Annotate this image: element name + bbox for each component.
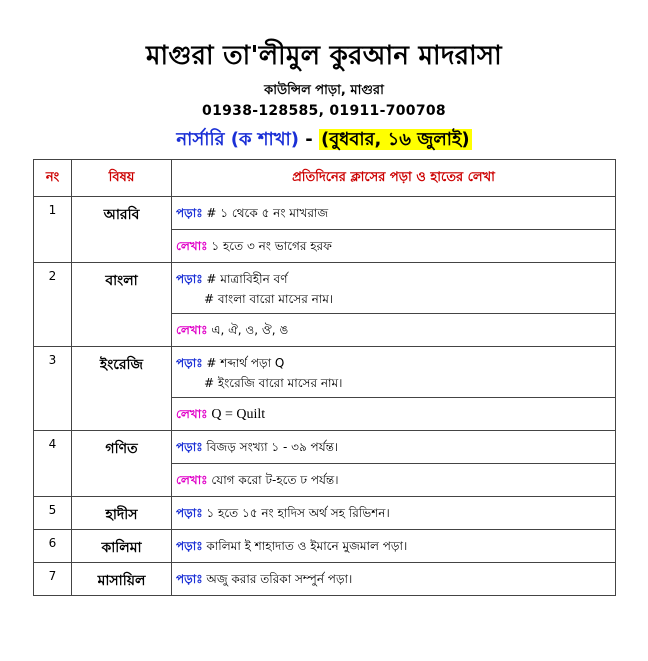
write-label: লেখাঃ: [176, 323, 208, 337]
table-row: [34, 497, 616, 530]
phone-numbers: 01938-128585, 01911-700708: [202, 103, 446, 119]
row-subject: বাংলা: [72, 263, 172, 347]
table-row: [34, 431, 616, 464]
row-subject: ইংরেজি: [72, 347, 172, 431]
read-cell: [172, 347, 616, 398]
table-row: [34, 347, 616, 398]
row-number: 2: [34, 263, 72, 347]
read-text: # মাত্রাবিহীন বর্ণ: [206, 272, 288, 286]
address-line: কাউন্সিল পাড়া, মাগুরা: [264, 83, 384, 98]
write-label: লেখাঃ: [176, 239, 208, 253]
row-subject: গণিত: [72, 431, 172, 497]
table-row: [34, 197, 616, 230]
read-label: পড়াঃ: [176, 539, 203, 553]
read-label: পড়াঃ: [176, 506, 203, 520]
row-number: 4: [34, 431, 72, 497]
read-cell: [172, 497, 616, 530]
read-label: পড়াঃ: [176, 206, 203, 220]
read-cell: [172, 263, 616, 314]
write-label: লেখাঃ: [176, 407, 208, 421]
table-row: [34, 530, 616, 563]
table-header-row: [34, 160, 616, 197]
row-number: 3: [34, 347, 72, 431]
header-number: নং: [34, 160, 72, 197]
read-text: ১ হতে ১৫ নং হাদিস অর্থ সহ রিভিশন।: [206, 506, 390, 520]
lesson-table: [33, 159, 616, 596]
read-cell: [172, 563, 616, 596]
row-number: 5: [34, 497, 72, 530]
write-cell: [172, 314, 616, 347]
write-label: লেখাঃ: [176, 473, 208, 487]
row-subject: হাদীস: [72, 497, 172, 530]
row-number: 1: [34, 197, 72, 263]
read-text: কালিমা ই শাহাদাত ও ইমানে মুজমাল পড়া।: [206, 539, 408, 553]
read-label: পড়াঃ: [176, 356, 203, 370]
read-label: পড়াঃ: [176, 440, 203, 454]
class-separator: -: [299, 129, 320, 150]
row-subject: মাসায়িল: [72, 563, 172, 596]
row-subject: আরবি: [72, 197, 172, 263]
write-text: যোগ করো ট-হতে ঢ পর্যন্ত।: [211, 473, 339, 487]
row-subject: কালিমা: [72, 530, 172, 563]
class-day: (বুধবার, ১৬ জুলাই): [321, 129, 470, 150]
write-cell: [172, 464, 616, 497]
read-cell: [172, 431, 616, 464]
read-text: # ১ থেকে ৫ নং মাখরাজ: [206, 206, 329, 220]
class-name: নার্সারি (ক শাখা): [176, 129, 300, 150]
read-text: অজু করার তরিকা সম্পুর্ন পড়া।: [206, 572, 353, 586]
write-text: এ, ঐ, ও, ঔ, ঙ: [211, 323, 289, 337]
write-text: ১ হতে ৩ নং ভাগের হরফ: [211, 239, 332, 253]
write-text: Q = Quilt: [211, 407, 266, 422]
header-subject: বিষয়: [72, 160, 172, 197]
read-text: # বাংলা বারো মাসের নাম।: [204, 292, 334, 306]
madrasa-title: মাগুরা তা'লীমুল কুরআন মাদরাসা: [146, 41, 502, 71]
row-number: 6: [34, 530, 72, 563]
header-lessons: প্রতিদিনের ক্লাসের পড়া ও হাতের লেখা: [172, 160, 616, 197]
row-number: 7: [34, 563, 72, 596]
class-heading: [0, 125, 648, 156]
table-row: [34, 263, 616, 314]
table-row: [34, 563, 616, 596]
read-label: পড়াঃ: [176, 272, 203, 286]
read-cell: [172, 197, 616, 230]
read-text: বিজড় সংখ্যা ১ - ৩৯ পর্যন্ত।: [206, 440, 339, 454]
write-cell: [172, 230, 616, 263]
read-text: # শব্দার্থ পড়া Q: [206, 356, 285, 370]
read-cell: [172, 530, 616, 563]
read-label: পড়াঃ: [176, 572, 203, 586]
write-cell: [172, 398, 616, 431]
read-text: # ইংরেজি বারো মাসের নাম।: [204, 376, 343, 390]
